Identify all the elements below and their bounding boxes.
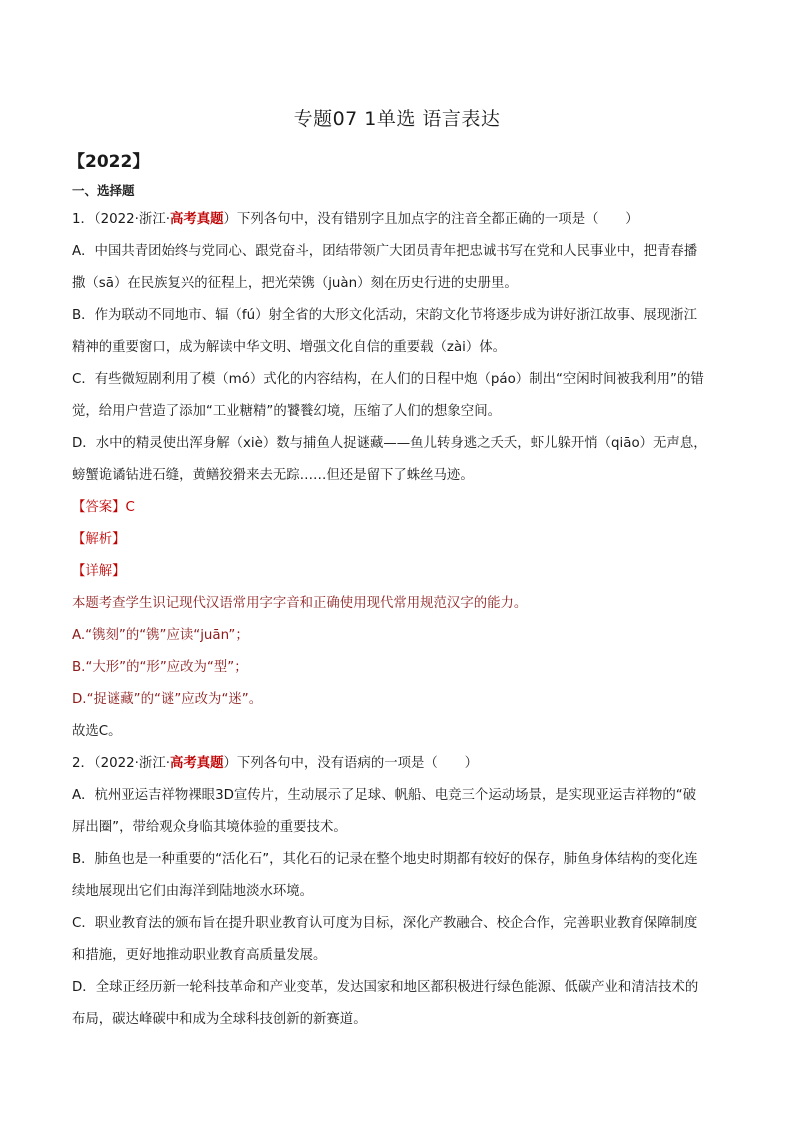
question-number: 2．（2022·浙江· — [72, 756, 170, 771]
q2-option-d-line1: D．全球正经历新一轮科技革命和产业变革，发达国家和地区都积极进行绿色能源、低碳产业和清洁技术的 — [72, 980, 699, 995]
q1-conclusion: 故选C。 — [72, 724, 122, 739]
q1-option-b-line1: B．作为联动不同地市、辐（fú）射全省的大形文化活动，宋韵文化节将逐步成为讲好浙江故事、展现浙江 — [72, 308, 697, 323]
q1-option-d-line2: 螃蟹诡谲钻进石缝，黄鳝狡猾来去无踪……但还是留下了蛛丝马迹。 — [72, 468, 474, 483]
q1-detail-line1: 本题考查学生识记现代汉语常用字字音和正确使用现代常用规范汉字的能力。 — [72, 596, 528, 611]
q1-detail-line3: B.“大形”的“形”应改为“型”； — [72, 660, 248, 675]
source-tag: 高考真题 — [169, 756, 224, 771]
q1-option-b-line2: 精神的重要窗口，成为解读中华文明、增强文化自信的重要载（zài）体。 — [72, 340, 507, 355]
section-heading: 一、选择题 — [72, 183, 135, 198]
q2-option-c-line1: C．职业教育法的颁布旨在提升职业教育认可度为目标，深化产教融合、校企合作，完善职业教育保障制度 — [72, 916, 698, 931]
q1-detail-line2: A.“镌刻”的“镌”应读“juān”； — [72, 628, 249, 643]
q1-detail-label: 【详解】 — [72, 564, 126, 579]
q1-option-d-line1: D．水中的精灵使出浑身解（xiè）数与捕鱼人捉谜藏——鱼儿转身逃之夭夭，虾儿躲开悄（qiāo）无声息， — [72, 436, 707, 451]
q1-option-c-line2: 觉，给用户营造了添加“工业糖精”的饕餮幻境，压缩了人们的想象空间。 — [72, 404, 501, 419]
q1-option-c-line1: C．有些微短剧利用了模（mó）式化的内容结构，在人们的日程中炮（páo）制出“空闲时间被我利用”的错 — [72, 372, 704, 387]
q1-option-a-line2: 撒（sā）在民族复兴的征程上，把光荣镌（juàn）刻在历史行进的史册里。 — [72, 276, 518, 291]
question-1-stem — [72, 204, 727, 236]
q2-option-a-line1: A．杭州亚运吉祥物裸眼3D宣传片，生动展示了足球、帆船、电竞三个运动场景，是实现亚运吉祥物的“破 — [72, 788, 697, 803]
q1-answer: 【答案】C — [72, 500, 135, 515]
year-heading: 【2022】 — [68, 152, 150, 172]
source-tag: 高考真题 — [169, 212, 224, 227]
page-title: 专题07 1单选 语言表达 — [293, 108, 501, 130]
q1-analysis-label: 【解析】 — [72, 532, 126, 547]
q2-option-d-line2: 布局，碳达峰碳中和成为全球科技创新的新赛道。 — [72, 1012, 367, 1027]
q1-detail-line4: D.“捉谜藏”的“谜”应改为“迷”。 — [72, 692, 263, 707]
question-2-stem — [72, 748, 727, 780]
q2-option-b-line2: 续地展现出它们由海洋到陆地淡水环境。 — [72, 884, 314, 899]
q2-option-c-line2: 和措施，更好地推动职业教育高质量发展。 — [72, 948, 327, 963]
question-number: 1．（2022·浙江· — [72, 212, 170, 227]
q1-option-a-line1: A．中国共青团始终与党同心、跟党奋斗，团结带领广大团员青年把忠诚书写在党和人民事业中，把青春播 — [72, 244, 698, 259]
q2-option-b-line1: B．肺鱼也是一种重要的“活化石”，其化石的记录在整个地史时期都有较好的保存，肺鱼身体结构的变化连 — [72, 852, 698, 867]
document-body — [72, 180, 727, 1036]
question-text: ）下列各句中，没有语病的一项是（ ） — [223, 756, 478, 771]
q2-option-a-line2: 屏出圈”，带给观众身临其境体验的重要技术。 — [72, 820, 347, 835]
question-text: ）下列各句中，没有错别字且加点字的注音全都正确的一项是（ ） — [223, 212, 639, 227]
